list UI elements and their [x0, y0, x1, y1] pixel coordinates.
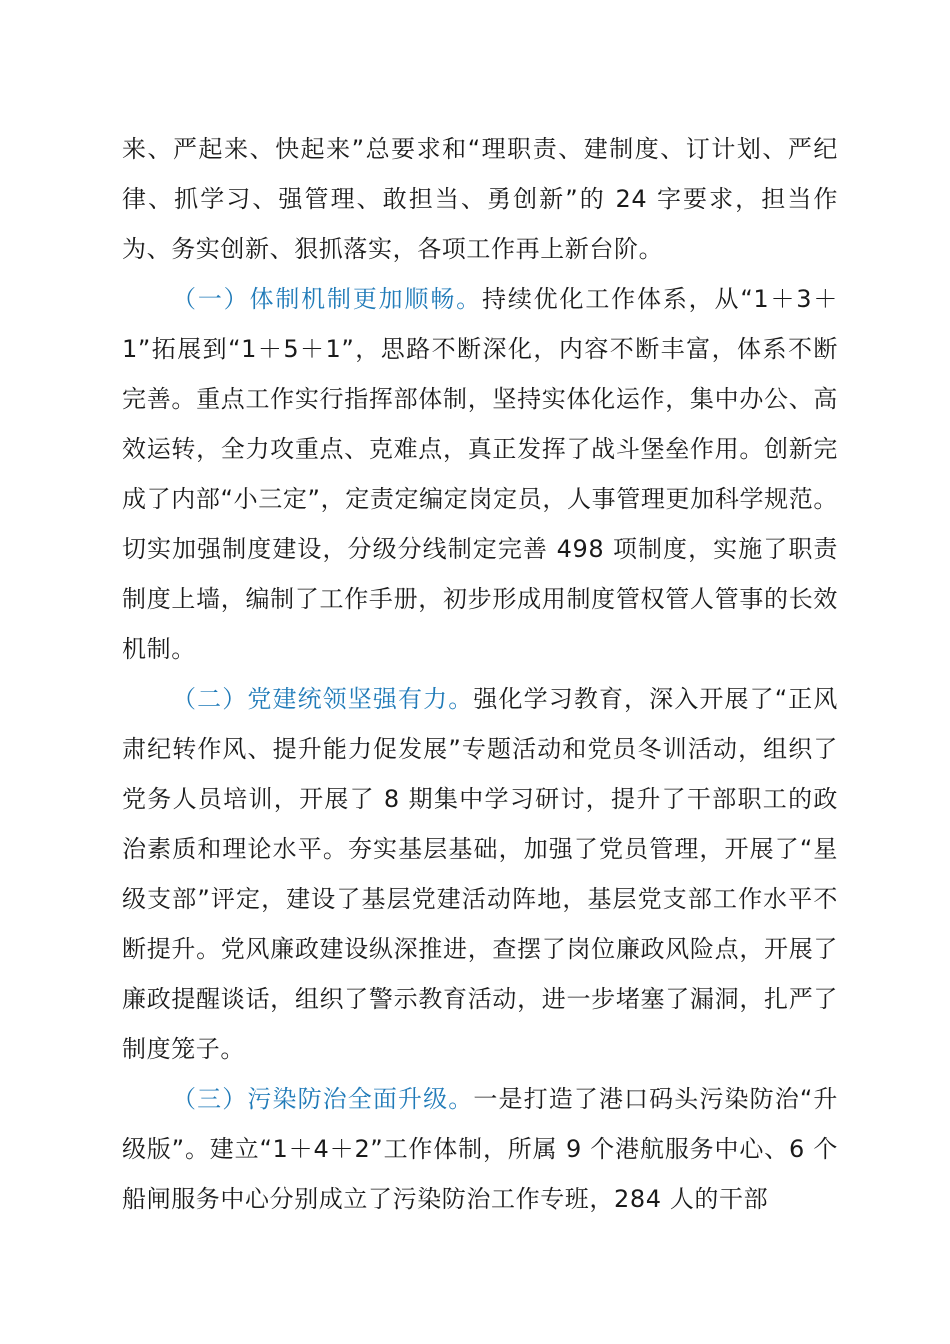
- paragraph-section-2: [122, 674, 838, 1074]
- section-heading-2: （二）党建统领坚强有力。: [172, 685, 474, 713]
- paragraph-section-1: [122, 274, 838, 674]
- paragraph-text: 强化学习教育，深入开展了“正风肃纪转作风、提升能力促发展”专题活动和党员冬训活动，组织了党务人员培训，开展了 8 期集中学习研讨，提升了干部职工的政治素质和理论水平。夯实基层基础，加强了党员管理，开展了“星级支部”评定，建设了基层党建活动阵地，基层党支部工作水平不断提升。党风廉政建设纵深推进，查摆了岗位廉政风险点，开展了廉政提醒谈话，组织了警示教育活动，进一步堵塞了漏洞，扎严了制度笼子。: [122, 685, 839, 1063]
- paragraph-section-3: [122, 1074, 838, 1224]
- paragraph-text: 持续优化工作体系，从“1＋3＋1”拓展到“1＋5＋1”，思路不断深化，内容不断丰富，体系不断完善。重点工作实行指挥部体制，坚持实体化运作，集中办公、高效运转，全力攻重点、克难点，真正发挥了战斗堡垒作用。创新完成了内部“小三定”，定责定编定岗定员，人事管理更加科学规范。切实加强制度建设，分级分线制定完善 498 项制度，实施了职责制度上墙，编制了工作手册，初步形成用制度管权管人管事的长效机制。: [122, 285, 838, 663]
- paragraph-text: 一是打造了港口码头污染防治“升级版”。建立“1＋4＋2”工作体制，所属 9 个港航服务中心、6 个船闸服务中心分别成立了污染防治工作专班，284 人的干部: [122, 1085, 839, 1213]
- document-body: [122, 124, 838, 1224]
- paragraph-intro: [122, 124, 838, 274]
- section-heading-3: （三）污染防治全面升级。: [172, 1085, 474, 1113]
- section-heading-1: （一）体制机制更加顺畅。: [172, 285, 482, 313]
- paragraph-text: 来、严起来、快起来”总要求和“理职责、建制度、订计划、严纪律、抓学习、强管理、敢担当、勇创新”的 24 字要求，担当作为、务实创新、狠抓落实，各项工作再上新台阶。: [122, 135, 838, 263]
